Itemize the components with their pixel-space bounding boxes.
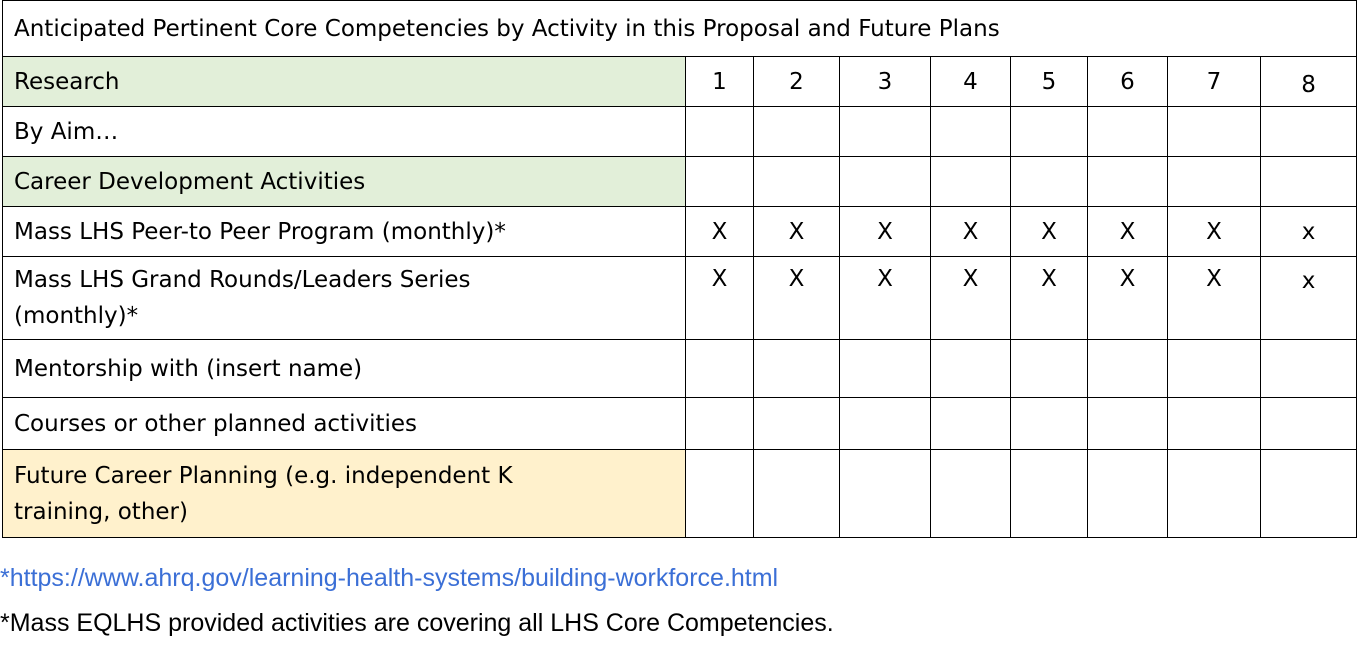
table-cell bbox=[840, 340, 931, 398]
table-row bbox=[3, 257, 1357, 340]
footnote-link[interactable]: *https://www.ahrq.gov/learning-health-systems/building-workforce.html bbox=[0, 564, 779, 592]
table-cell: X bbox=[1168, 257, 1261, 340]
table-cell bbox=[931, 398, 1011, 450]
table-cell bbox=[931, 450, 1011, 538]
column-header-2: 2 bbox=[754, 57, 840, 107]
table-cell: X bbox=[931, 207, 1011, 257]
table-cell: X bbox=[840, 207, 931, 257]
table-cell bbox=[1261, 450, 1357, 538]
table-cell bbox=[840, 107, 931, 157]
table-cell bbox=[1261, 107, 1357, 157]
table-cell: X bbox=[1088, 207, 1168, 257]
table-cell bbox=[754, 340, 840, 398]
table-cell: X bbox=[686, 257, 754, 340]
table-cell bbox=[1011, 107, 1088, 157]
competency-table bbox=[2, 0, 1357, 538]
table-title: Anticipated Pertinent Core Competencies by Activity in this Proposal and Future Plans bbox=[3, 1, 1357, 57]
table-cell bbox=[1261, 340, 1357, 398]
row-label: Courses or other planned activities bbox=[3, 398, 686, 450]
table-cell bbox=[1011, 157, 1088, 207]
research-header-label: Research bbox=[3, 57, 686, 107]
column-header-5: 5 bbox=[1011, 57, 1088, 107]
table-cell bbox=[840, 450, 931, 538]
table-cell bbox=[1088, 107, 1168, 157]
table-cell bbox=[931, 107, 1011, 157]
column-header-1: 1 bbox=[686, 57, 754, 107]
table-row bbox=[3, 450, 1357, 538]
table-cell: X bbox=[1011, 257, 1088, 340]
row-label: Mentorship with (insert name) bbox=[3, 340, 686, 398]
table-cell bbox=[1088, 450, 1168, 538]
table-cell: X bbox=[1168, 207, 1261, 257]
table-cell: x bbox=[1261, 207, 1357, 257]
table-cell: X bbox=[754, 257, 840, 340]
table-cell bbox=[1011, 340, 1088, 398]
column-header-8: 8 bbox=[1261, 57, 1357, 107]
table-cell bbox=[840, 398, 931, 450]
table-cell bbox=[754, 157, 840, 207]
table-cell bbox=[754, 107, 840, 157]
table-cell bbox=[686, 450, 754, 538]
table-cell: X bbox=[840, 257, 931, 340]
table-cell bbox=[931, 340, 1011, 398]
header-row bbox=[3, 57, 1357, 107]
table-cell: X bbox=[1011, 207, 1088, 257]
table-cell: X bbox=[754, 207, 840, 257]
table-cell: x bbox=[1261, 257, 1357, 340]
table-cell bbox=[1168, 107, 1261, 157]
table-cell bbox=[754, 450, 840, 538]
row-label: Future Career Planning (e.g. independent K training, other) bbox=[3, 450, 686, 538]
table-cell bbox=[931, 157, 1011, 207]
column-header-7: 7 bbox=[1168, 57, 1261, 107]
table-cell bbox=[754, 398, 840, 450]
row-label: Mass LHS Peer-to Peer Program (monthly)* bbox=[3, 207, 686, 257]
table-cell bbox=[1011, 450, 1088, 538]
table-cell bbox=[686, 340, 754, 398]
row-label: Career Development Activities bbox=[3, 157, 686, 207]
table-cell bbox=[1168, 340, 1261, 398]
table-cell bbox=[1088, 398, 1168, 450]
table-cell: X bbox=[686, 207, 754, 257]
table-cell bbox=[1088, 157, 1168, 207]
table-cell bbox=[840, 157, 931, 207]
table-cell bbox=[1088, 340, 1168, 398]
column-header-4: 4 bbox=[931, 57, 1011, 107]
table-title-row bbox=[3, 1, 1357, 57]
row-label: Mass LHS Grand Rounds/Leaders Series (monthly)* bbox=[3, 257, 686, 340]
table-cell: X bbox=[931, 257, 1011, 340]
table-cell bbox=[1011, 398, 1088, 450]
table-row bbox=[3, 207, 1357, 257]
table-cell bbox=[1261, 398, 1357, 450]
table-cell bbox=[686, 157, 754, 207]
row-label: By Aim… bbox=[3, 107, 686, 157]
table-cell bbox=[686, 107, 754, 157]
column-header-6: 6 bbox=[1088, 57, 1168, 107]
table-cell bbox=[686, 398, 754, 450]
footnote-note: *Mass EQLHS provided activities are covering all LHS Core Competencies. bbox=[0, 609, 834, 637]
table-row bbox=[3, 157, 1357, 207]
table-cell: X bbox=[1088, 257, 1168, 340]
column-header-3: 3 bbox=[840, 57, 931, 107]
table-row bbox=[3, 107, 1357, 157]
table-row bbox=[3, 398, 1357, 450]
table-cell bbox=[1168, 450, 1261, 538]
table-cell bbox=[1261, 157, 1357, 207]
table-cell bbox=[1168, 398, 1261, 450]
table-cell bbox=[1168, 157, 1261, 207]
table-row bbox=[3, 340, 1357, 398]
